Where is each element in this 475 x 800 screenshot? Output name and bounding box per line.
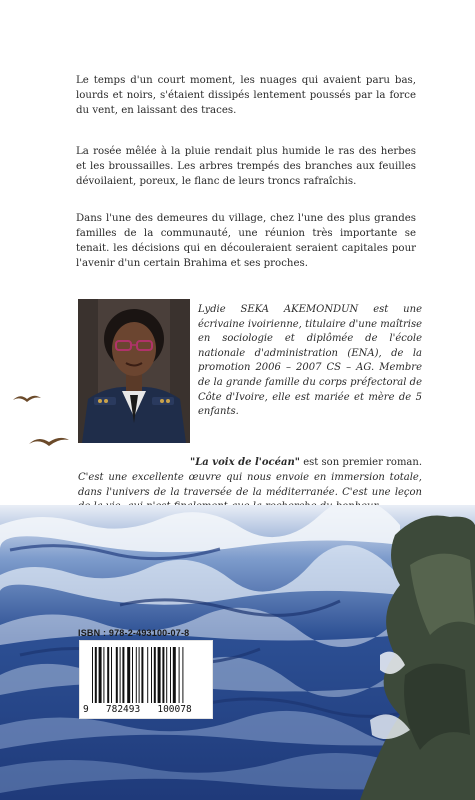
- synopsis-paragraph-3: Dans l'une des demeures du village, chez l'une des plus grandes familles de la communauté, une réunion très importante se tenait. les décisions qui en découleraient seraient capitales pour l'avenir d'un certain Brahima et ses proches.: [76, 213, 416, 269]
- barcode-bars: [90, 647, 202, 703]
- author-photo: [78, 299, 190, 443]
- barcode-bar: [147, 647, 148, 703]
- barcode-bar: [120, 647, 121, 703]
- barcode-bar: [107, 647, 109, 703]
- barcode-bar: [99, 647, 102, 703]
- book-description-body: C'est une excellente œuvre qui nous envoie en immersion totale, dans l'univers de la traversée de la méditerranée. C'est une leçon: [78, 471, 422, 498]
- barcode-bar: [116, 647, 118, 703]
- synopsis-paragraph-2: La rosée mêlée à la pluie rendait plus humide le ras des herbes et les broussailles. Les arbres trempés des branches aux feuilles dévoilaient, poreux, le flanc de leurs troncs rafraîchis.: [76, 146, 416, 187]
- barcode-bar: [141, 647, 143, 703]
- barcode-bar: [122, 647, 124, 703]
- seagull-icon: [28, 434, 70, 448]
- barcode-bar: [154, 647, 156, 703]
- barcode-bar: [95, 647, 97, 703]
- barcode-bar: [132, 647, 133, 703]
- barcode-bar: [166, 647, 167, 703]
- author-bio: [198, 303, 422, 420]
- barcode-bar: [127, 647, 130, 703]
- barcode-bar: [173, 647, 176, 703]
- barcode-bar: [162, 647, 164, 703]
- book-description-intro: est son premier roman.: [299, 457, 423, 468]
- barcode-digits: 9 782493 100078: [83, 704, 192, 715]
- barcode-bar: [170, 647, 171, 703]
- barcode-bar: [179, 647, 180, 703]
- barcode-bar: [151, 647, 152, 703]
- synopsis-paragraph-1: Le temps d'un court moment, les nuages qui avaient paru bas, lourds et noirs, s'étaient dissipés lentement poussés par la force du vent, en laissant des traces.: [76, 75, 416, 116]
- barcode-bar: [111, 647, 112, 703]
- book-title: "La voix de l'océan": [190, 457, 300, 468]
- barcode-bar: [103, 647, 104, 703]
- isbn-barcode: [79, 640, 213, 719]
- author-name: Lydie SEKA AKEMONDUN: [198, 304, 359, 315]
- author-bio-text: est une écrivaine ivoirienne, titulaire d'une maîtrise en sociologie et diplômée de l'école nationale d'administration (ENA), de la promotion 2006 – 2007 CS – AG. Membre de la grande famille du corps préfectoral de Côte d'Ivoire, elle est mariée et mère de 5 enfants.: [198, 304, 422, 418]
- barcode-bar: [158, 647, 161, 703]
- barcode-bar: [182, 647, 183, 703]
- author-portrait-illustration: [78, 299, 190, 443]
- seagull-icon: [12, 392, 42, 404]
- barcode-bar: [92, 647, 93, 703]
- barcode-bar: [139, 647, 140, 703]
- barcode-bar: [136, 647, 137, 703]
- ocean-waves-illustration: [0, 505, 475, 800]
- isbn-label: ISBN : 978-2-493100-07-8: [78, 628, 190, 638]
